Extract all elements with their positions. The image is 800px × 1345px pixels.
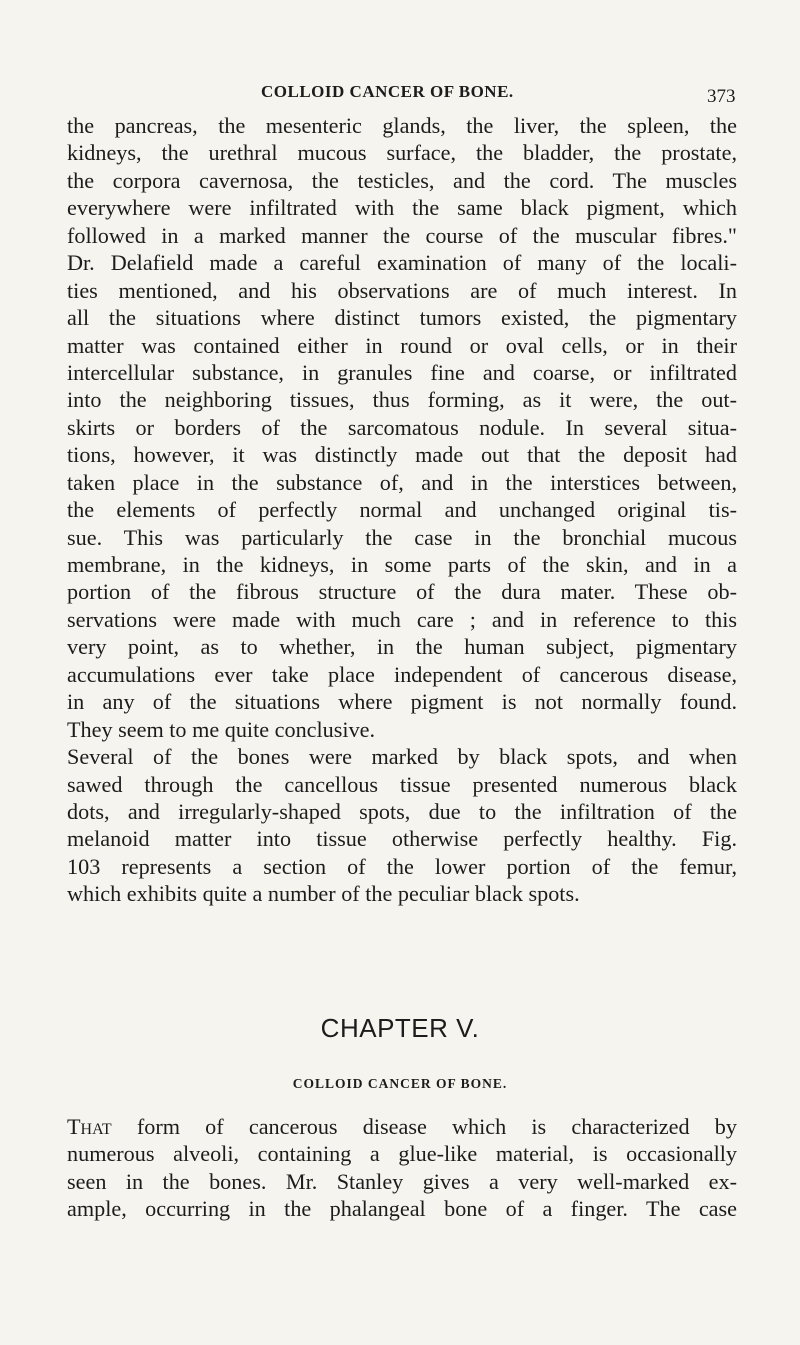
lead-word: That — [67, 1114, 112, 1139]
text-line: accumulations ever take place independent of cancerous disease, — [67, 661, 737, 687]
text-line: all the situations where distinct tumors existed, the pigmentary — [67, 305, 737, 331]
text-line: the elements of perfectly normal and unchanged original tis- — [67, 497, 737, 523]
text-line: everywhere were infiltrated with the same black pigment, which — [67, 195, 737, 221]
text-line: sawed through the cancellous tissue presented numerous black — [67, 771, 737, 797]
page-number: 373 — [707, 86, 736, 107]
running-title: COLLOID CANCER OF BONE. — [261, 82, 514, 101]
first-line-rest: form of cancerous disease which is characterized by — [111, 1114, 737, 1139]
text-line: which exhibits quite a number of the peculiar black spots. — [67, 881, 580, 907]
text-line: in any of the situations where pigment is not normally found. — [67, 689, 737, 715]
text-line: servations were made with much care ; and in reference to this — [67, 606, 737, 632]
text-line — [67, 1113, 737, 1140]
text-line: sue. This was particularly the case in the bronchial mucous — [67, 524, 737, 550]
chapter-heading: CHAPTER V. — [320, 1013, 480, 1043]
text-line: taken place in the substance of, and in the interstices between, — [67, 469, 737, 495]
text-line: skirts or borders of the sarcomatous nodule. In several situa- — [67, 414, 737, 440]
text-line: the corpora cavernosa, the testicles, and the cord. The muscles — [67, 167, 737, 193]
text-line: ties mentioned, and his observations are of much interest. In — [67, 277, 737, 303]
text-line: ample, occurring in the phalangeal bone of a finger. The case — [67, 1196, 737, 1222]
text-line: kidneys, the urethral mucous surface, the bladder, the prostate, — [67, 140, 737, 166]
text-line: into the neighboring tissues, thus forming, as it were, the out- — [67, 387, 737, 413]
text-line: very point, as to whether, in the human subject, pigmentary — [67, 634, 737, 660]
text-line: Several of the bones were marked by black spots, and when — [67, 744, 737, 770]
chapter-subtitle: COLLOID CANCER OF BONE. — [292, 1076, 508, 1091]
running-head — [0, 82, 800, 106]
text-line: followed in a marked manner the course of the muscular fibres." — [67, 222, 737, 248]
chapter-text — [67, 1113, 737, 1223]
text-line: seen in the bones. Mr. Stanley gives a very well-marked ex- — [67, 1168, 737, 1194]
text-line: Dr. Delafield made a careful examination of many of the locali- — [67, 250, 737, 276]
text-line: tions, however, it was distinctly made out that the deposit had — [67, 442, 737, 468]
text-line: membrane, in the kidneys, in some parts of the skin, and in a — [67, 552, 737, 577]
body-text — [67, 112, 737, 908]
text-line: 103 represents a section of the lower portion of the femur, — [67, 853, 737, 879]
text-line: dots, and irregularly-shaped spots, due to the infiltration of the — [67, 798, 737, 824]
text-line: melanoid matter into tissue otherwise perfectly healthy. Fig. — [67, 826, 737, 852]
text-line: They seem to me quite conclusive. — [67, 716, 376, 742]
text-line: intercellular substance, in granules fine and coarse, or infiltrated — [67, 359, 737, 385]
text-line: matter was contained either in round or oval cells, or in their — [67, 332, 737, 358]
text-line: numerous alveoli, containing a glue-like material, is occasionally — [67, 1141, 737, 1167]
text-line: the pancreas, the mesenteric glands, the liver, the spleen, the — [67, 113, 737, 138]
text-line: portion of the fibrous structure of the dura mater. These ob- — [67, 579, 737, 605]
